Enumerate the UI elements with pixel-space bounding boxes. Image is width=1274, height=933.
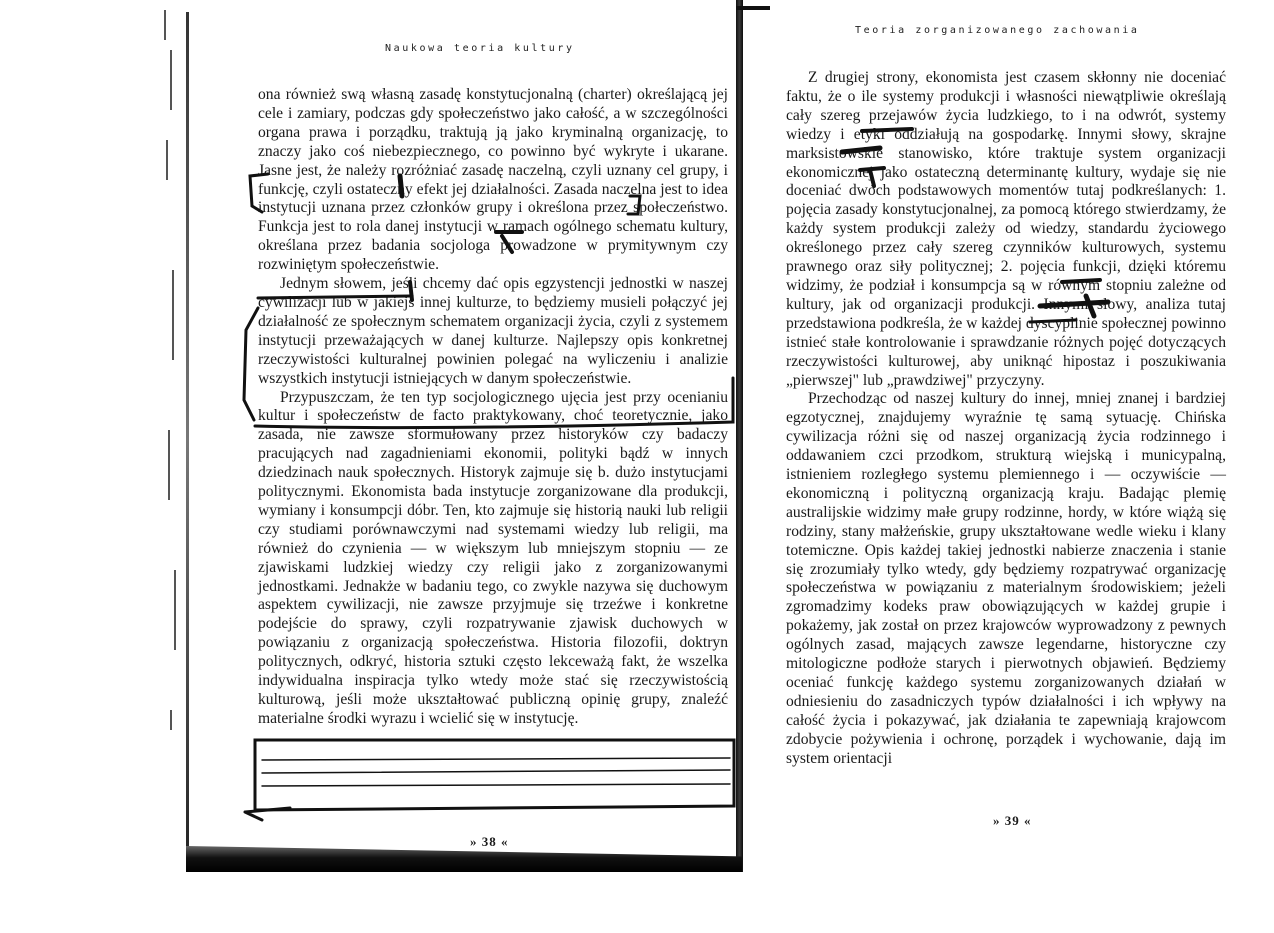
right-running-head: Teoria zorganizowanego zachowania	[855, 25, 1140, 36]
left-paragraph-3: Przypuszczam, że ten typ socjologicznego ujęcia jest przy ocenianiu kultur i społeczeństw de facto praktykowany, choć teoretycznie, jako zasada, nie zawsze sformułowany przez historyków czy badaczy pracujących nad zagadnieniami ekonomii, polityki bądź w innych dziedzinach nauk społecznych. Historyk zajmuje się b. dużo instytucjami politycznymi. Ekonomista bada instytucje zorganizowane dla produkcji, wymiany i konsumpcji dóbr. Ten, kto zajmuje się historią nauki lub religii czy studiami porównawczymi nad systemami wiedzy lub religii, ma również do czynienia — w większym lub mniejszym stopniu — ze zjawiskami ludzkiej wiedzy czy religii jako z zorganizowanymi jednostkami. Jednakże w badaniu tego, co zwykle nazywa się duchowym aspektem cywilizacji, nie zawsze przyjmuje się trzeźwe i konkretne podejście do sprawy, czyli rozpatrywanie zjawisk duchowych w powiązaniu z organizacją społeczeństwa. Historia filozofii, doktryn politycznych, odkryć, historia sztuki często lekceważą fakt, że wszelka indywidualna inspiracja tylko wtedy może stać się rzeczywistością kulturową, jeśli może ukształtować publiczną opinię grupy, znaleźć materialne środki wyrazu i wcielić się w instytucję.	[258, 388, 728, 727]
left-paragraph-1: ona również swą własną zasadę konstytucjonalną (charter) określającą jej cele i zamiary, podczas gdy społeczeństwo jako całość, a w szczególności organa prawa i porządku, traktują ją jako kryminalną organizację, to znaczy jako coś niebezpiecznego, co powinno być wykryte i ukarane. Jasne jest, że należy rozróżniać zasadę naczelną, czyli uznany cel grupy, i funkcję, czyli ostateczny efekt jej działalności. Zasada naczelna jest to idea instytucji uznana przez członków grupy i określona przez społeczeństwo. Funkcja jest to rola danej instytucji w ramach ogólnego schematu kultury, określana przez badania socjologa prowadzone w prymitywnym czy rozwiniętym społeczeństwie.	[258, 86, 728, 274]
right-paragraph-1: Z drugiej strony, ekonomista jest czasem skłonny nie doceniać faktu, że o ile systemy produkcji i własności niewątpliwie określają cały szereg przejawów życia ludzkiego, to i na odwrót, systemy wiedzy i etyki oddziałują na gospodarkę. Innymi słowy, skrajne marksistowskie stanowisko, które traktuje system organizacji ekonomicznej jako ostateczną determinantę kultury, wydaje się nie doceniać dwóch podstawowych momentów tutaj podkreślanych: 1. pojęcia zasady konstytucjonalnej, za pomocą którego stwierdzamy, że każdy system produkcji zależy od wiedzy, standardu życiowego określonego przez cały szereg czynników kulturowych, systemu prawnego oraz siły politycznej; 2. pojęcia funkcji, dzięki któremu widzimy, że podział i konsumpcja są w równym stopniu zależne od kultury, jak od organizacji produkcji. Innymi słowy, analiza tutaj przedstawiona podkreśla, że w każdej dyscyplinie społecznej powinno istnieć stałe kontrolowanie i sprawdzanie różnych pojęć dotyczących rzeczywistości kulturowej, aby uniknąć hipostaz i poszukiwania „pierwszej" lub „prawdziwej" przyczyny.	[786, 69, 1226, 389]
left-paragraph-2: Jednym słowem, jeśli chcemy dać opis egzystencji jednostki w naszej cywilizacji lub w jakiejś innej kulturze, to będziemy musieli połączyć jej działalność ze społecznym schematem organizacji życia, czyli z systemem instytucji przeważających w danej kulturze. Najlepszy opis konkretnej rzeczywistości kulturalnej powinien polegać na wyliczeniu i analizie wszystkich instytucji istniejących w danym społeczeństwie.	[258, 275, 728, 387]
left-body-text	[258, 86, 728, 729]
left-running-head: Naukowa teoria kultury	[385, 43, 575, 54]
left-page-number: » 38 «	[470, 834, 509, 849]
right-page-number: » 39 «	[993, 813, 1032, 828]
right-paragraph-2: Przechodząc od naszej kultury do innej, mniej znanej i bardziej egzotycznej, znajdujemy wyraźnie tę samą sytuację. Chińska cywilizacja różni się od naszej organizacją życia rodzinnego i oddawaniem czci przodkom, strukturą wiejską i municypalną, istnieniem rozległego systemu plemiennego i — oczywiście — ekonomiczną i polityczną organizacją kraju. Badając plemię australijskie widzimy małe grupy rodzinne, hordy, w które wiążą się rodziny, stany małżeńskie, grupy ukształtowane wedle wieku i klany totemiczne. Opis każdej takiej jednostki nabierze znaczenia i stanie się zrozumiały tylko wtedy, gdy będziemy rozpatrywać organizację społeczeństwa w powiązaniu z materialnym środowiskiem; jeżeli zgromadzimy kodeks praw obowiązujących w każdej grupie i pokażemy, jak został on przez krajowców wyprowadzony z pewnych ogólnych zasad, mających zawsze legendarne, historyczne czy mitologiczne podłoże starych i pierwotnych objawień. Będziemy oceniać funkcję każdego systemu zorganizowanych działań w odniesieniu do zasadniczych typów działalności i ich wpływy na całość życia i pokazywać, jak działania te zapewniają krajowcom zdobycie pożywienia i ochronę, porządek i wychowanie, dają im system orientacji	[786, 390, 1226, 767]
book-gutter	[736, 0, 743, 872]
book-gutter-cap	[736, 6, 770, 10]
right-body-text	[786, 69, 1226, 769]
